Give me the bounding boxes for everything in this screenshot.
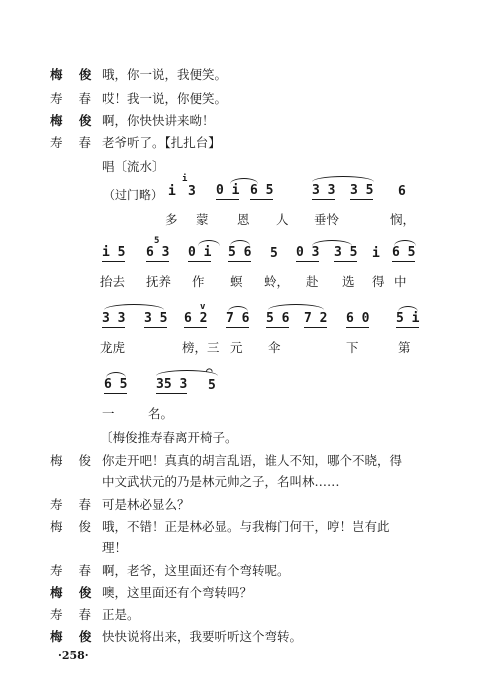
lyric: 赴 xyxy=(306,274,319,289)
notation-row-3 xyxy=(100,302,440,332)
speaker: 寿 春 xyxy=(50,563,97,578)
lyric: 选 xyxy=(342,274,355,289)
grace-note: 5 xyxy=(154,236,160,246)
note: 7 6 xyxy=(226,311,250,326)
fermata: ⌒ xyxy=(206,364,213,377)
dialogue-line xyxy=(50,518,458,536)
note: 5 xyxy=(208,378,216,393)
line-text: 可是林必显么？ xyxy=(102,497,190,512)
lyric: 元 xyxy=(230,340,243,355)
note: i 5 xyxy=(102,245,126,260)
lyric: 龙虎 xyxy=(100,340,126,355)
page-number: ·258· xyxy=(58,649,89,662)
speaker: 寿 春 xyxy=(50,607,97,622)
line-text: 啊，你快快讲来呦！ xyxy=(102,113,215,128)
note: i xyxy=(372,246,380,261)
dialogue-line xyxy=(50,496,458,514)
lyric: 抬去 xyxy=(100,274,126,289)
slur xyxy=(106,372,126,378)
dialogue-line xyxy=(50,66,458,84)
note: 6 5 xyxy=(250,183,274,198)
lyric: 恩 xyxy=(237,212,250,227)
dialogue-line xyxy=(50,134,458,152)
notation-row-1 xyxy=(100,174,440,204)
note: 0 3 xyxy=(296,245,320,260)
lyric: 蒙 xyxy=(196,212,209,227)
lyric: 作 xyxy=(192,274,205,289)
note: 35 3 xyxy=(156,377,188,392)
speaker: 寿 春 xyxy=(50,91,97,106)
lyric: 中 xyxy=(394,274,407,289)
aria-label: 唱〔流水〕 xyxy=(102,159,165,174)
dialogue-line xyxy=(50,112,458,130)
prelude-note: （过门略） xyxy=(103,188,164,202)
line-text: 哦，不错！正是林必显。与我梅门何干，哼！岂有此 xyxy=(102,519,390,534)
slur xyxy=(104,304,164,310)
grace-note: i xyxy=(182,174,188,184)
dialogue-line xyxy=(50,628,458,646)
speaker: 梅 俊 xyxy=(50,113,98,128)
dialogue-line xyxy=(50,606,458,624)
lyric: 下 xyxy=(346,340,359,355)
note: 6 3 xyxy=(146,245,170,260)
dialogue-continuation: 理！ xyxy=(102,540,128,555)
line-text: 快快说将出来，我要听听这个弯转。 xyxy=(102,629,303,644)
note: 5 xyxy=(270,246,278,261)
slur xyxy=(156,370,218,376)
note: 5 6 xyxy=(266,311,290,326)
note: 5 i xyxy=(396,311,420,326)
lyric: 名。 xyxy=(148,406,174,421)
stage-direction: 〔梅俊推寿春离开椅子。 xyxy=(100,430,238,445)
slur xyxy=(230,240,250,246)
line-text: 老爷听了。【扎扎台】 xyxy=(102,135,221,150)
slur xyxy=(230,178,258,184)
lyric: 第 xyxy=(398,340,411,355)
dialogue-line xyxy=(50,452,458,470)
note: 3 3 xyxy=(312,183,336,198)
note: 6 5 xyxy=(392,245,416,260)
note: 6 xyxy=(398,184,406,199)
note: 3 3 xyxy=(102,311,126,326)
note: 3 5 xyxy=(350,183,374,198)
dialogue-continuation: 中文武状元的乃是林元帅之子，名叫林…… xyxy=(102,474,340,489)
line-text: 哎！我一说，你便笑。 xyxy=(102,91,228,106)
note: 3 5 xyxy=(334,245,358,260)
breath-mark: v xyxy=(200,302,206,312)
note: 5 6 xyxy=(228,245,252,260)
note: 3 xyxy=(188,184,196,199)
lyric: 悯， xyxy=(390,212,416,227)
lyric: 得 xyxy=(372,274,385,289)
slur xyxy=(198,240,220,246)
speaker: 梅 俊 xyxy=(50,629,98,644)
line-text: 噢，这里面还有个弯转吗？ xyxy=(102,585,253,600)
slur xyxy=(228,306,248,312)
slur xyxy=(394,240,416,246)
dialogue-line xyxy=(50,584,458,602)
note: 3 5 xyxy=(144,311,168,326)
slur xyxy=(312,240,352,246)
slur xyxy=(398,306,418,312)
notation-row-4 xyxy=(100,364,300,398)
lyric: 伞 xyxy=(268,340,281,355)
note: 6 2 xyxy=(184,311,208,326)
lyric: 抚养 xyxy=(146,274,172,289)
note: i xyxy=(168,184,176,199)
line-text: 啊，老爷，这里面还有个弯转呢。 xyxy=(102,563,290,578)
slur xyxy=(268,304,324,310)
note: 6 5 xyxy=(104,377,128,392)
speaker: 梅 俊 xyxy=(50,519,97,534)
lyric: 螟 xyxy=(230,274,243,289)
lyric: 榜，三 xyxy=(182,340,220,355)
lyric: 蛉， xyxy=(264,274,290,289)
lyric: 一 xyxy=(102,406,115,421)
speaker: 寿 春 xyxy=(50,135,97,150)
speaker: 寿 春 xyxy=(50,497,97,512)
note: 7 2 xyxy=(304,311,328,326)
speaker: 梅 俊 xyxy=(50,67,98,82)
note: 0 i xyxy=(188,245,212,260)
slur xyxy=(312,176,374,182)
lyric: 人 xyxy=(276,212,289,227)
lyric: 多 xyxy=(165,212,178,227)
line-text: 正是。 xyxy=(102,607,140,622)
dialogue-line xyxy=(50,562,458,580)
speaker: 梅 俊 xyxy=(50,453,97,468)
lyric: 垂怜 xyxy=(314,212,340,227)
notation-row-2 xyxy=(100,236,440,266)
note: 6 0 xyxy=(346,311,370,326)
dialogue-line xyxy=(50,90,458,108)
speaker: 梅 俊 xyxy=(50,585,98,600)
note: 0 i xyxy=(216,183,240,198)
line-text: 你走开吧！真真的胡言乱语，谁人不知，哪个不晓，得 xyxy=(102,453,403,468)
line-text: 哦，你一说，我便笑。 xyxy=(102,67,228,82)
